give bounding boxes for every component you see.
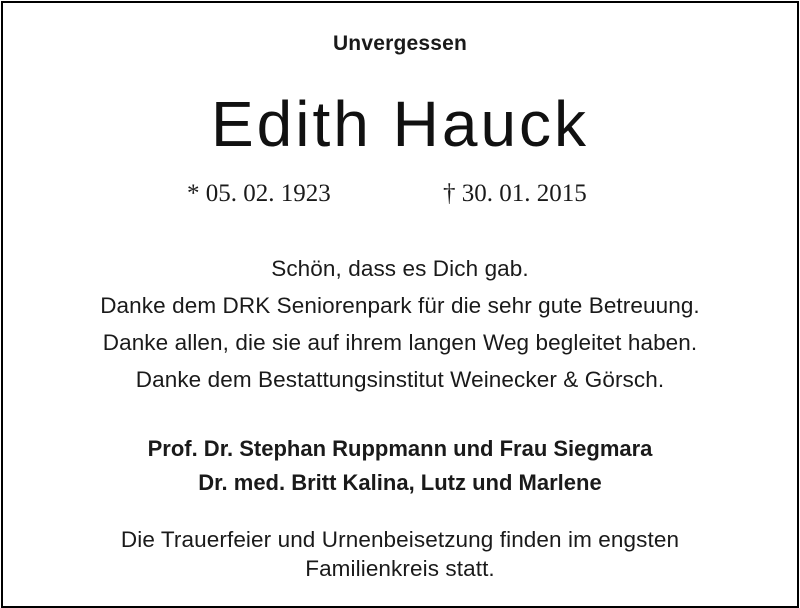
deceased-name: Edith Hauck [210,88,590,160]
obituary-notice [1,1,799,608]
signatory-line: Dr. med. Britt Kalina, Lutz und Marlene [198,470,602,495]
thanks-line: Schön, dass es Dich gab. [271,256,529,281]
thanks-line: Danke dem DRK Seniorenpark für die sehr gute Betreuung. [100,293,700,318]
death-date: † 30. 01. 2015 [443,180,587,207]
signatory-line: Prof. Dr. Stephan Ruppmann und Frau Siegmara [147,436,653,461]
thanks-line: Danke allen, die sie auf ihrem langen Weg begleitet haben. [102,330,698,355]
funeral-info-line: Familienkreis statt. [305,556,495,581]
birth-date: * 05. 02. 1923 [187,180,331,207]
thanks-line: Danke dem Bestattungsinstitut Weinecker & Görsch. [135,367,665,392]
funeral-info-line: Die Trauerfeier und Urnenbeisetzung finden im engsten [120,527,680,552]
notice-heading: Unvergessen [332,32,468,55]
